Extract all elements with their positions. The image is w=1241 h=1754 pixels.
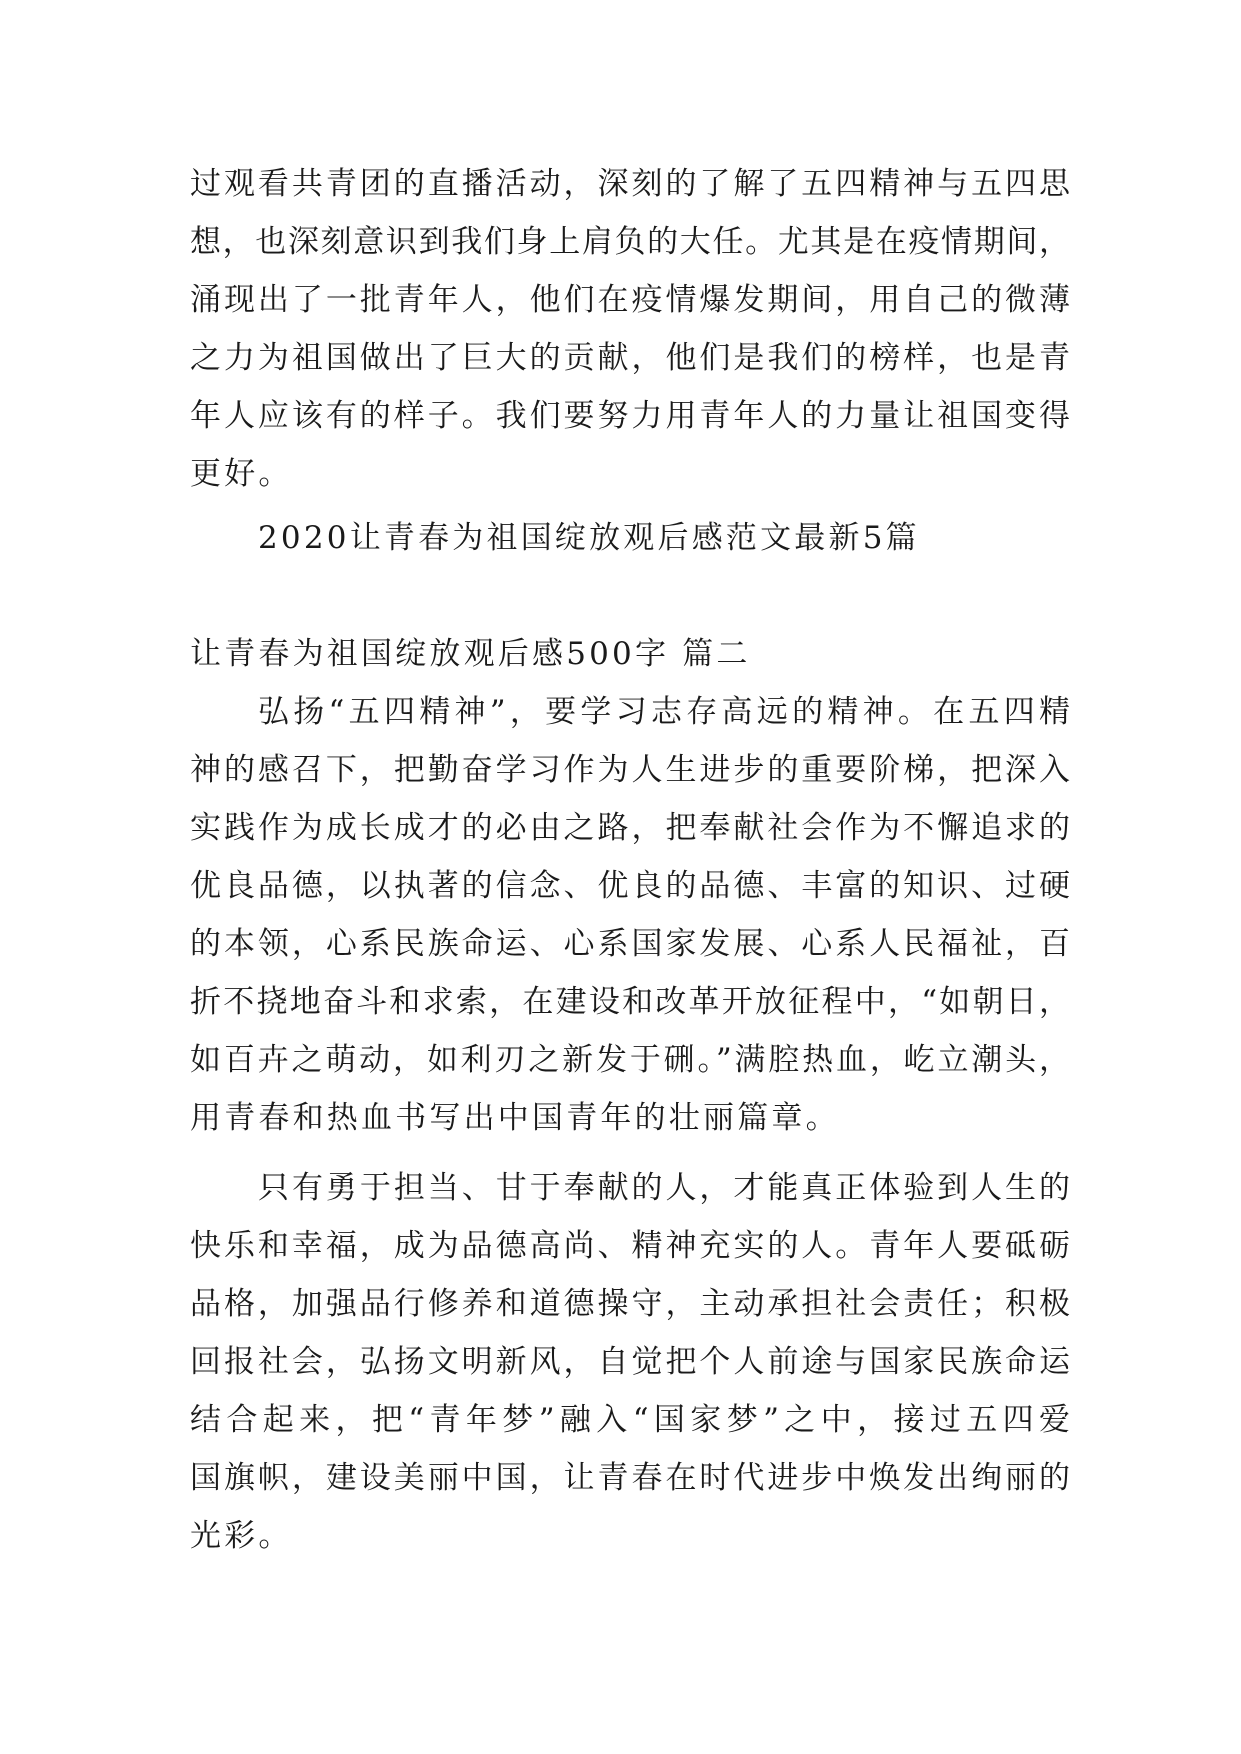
paragraph3-line: 国旗帜，建设美丽中国，让青春在时代进步中焕发出绚丽的 bbox=[190, 1460, 1070, 1496]
paragraph1-line: 想，也深刻意识到我们身上肩负的大任。尤其是在疫情期间， bbox=[190, 224, 1070, 260]
paragraph1-line: 之力为祖国做出了巨大的贡献，他们是我们的榜样，也是青 bbox=[190, 340, 1070, 376]
paragraph1-line: 涌现出了一批青年人，他们在疫情爆发期间，用自己的微薄 bbox=[190, 282, 1070, 318]
paragraph2-line: 的本领，心系民族命运、心系国家发展、心系人民福祉，百 bbox=[190, 926, 1070, 962]
paragraph3-line: 只有勇于担当、甘于奉献的人，才能真正体验到人生的 bbox=[258, 1170, 1070, 1206]
paragraph3-line: 快乐和幸福，成为品德高尚、精神充实的人。青年人要砥砺 bbox=[190, 1228, 1070, 1264]
paragraph2-line: 实践作为成长成才的必由之路，把奉献社会作为不懈追求的 bbox=[190, 810, 1070, 846]
paragraph1-line: 过观看共青团的直播活动，深刻的了解了五四精神与五四思 bbox=[190, 166, 1070, 202]
paragraph1-line: 更好。 bbox=[190, 456, 293, 492]
paragraph2-line: 折不挠地奋斗和求索，在建设和改革开放征程中，“如朝日， bbox=[190, 984, 1070, 1020]
paragraph1-line: 年人应该有的样子。我们要努力用青年人的力量让祖国变得 bbox=[190, 398, 1070, 434]
paragraph2-line: 如百卉之萌动，如利刃之新发于硎。”满腔热血，屹立潮头， bbox=[190, 1042, 1070, 1078]
paragraph2-line: 神的感召下，把勤奋学习作为人生进步的重要阶梯，把深入 bbox=[190, 752, 1070, 788]
paragraph2-line: 优良品德，以执著的信念、优良的品德、丰富的知识、过硬 bbox=[190, 868, 1070, 904]
paragraph2-line: 用青春和热血书写出中国青年的壮丽篇章。 bbox=[190, 1100, 840, 1136]
paragraph3-line: 回报社会，弘扬文明新风，自觉把个人前途与国家民族命运 bbox=[190, 1344, 1070, 1380]
section-heading: 让青春为祖国绽放观后感500字 篇二 bbox=[190, 636, 751, 672]
reference-title: 2020让青春为祖国绽放观后感范文最新5篇 bbox=[258, 520, 920, 556]
paragraph3-line: 结合起来，把“青年梦”融入“国家梦”之中，接过五四爱 bbox=[190, 1402, 1070, 1438]
paragraph3-line: 品格，加强品行修养和道德操守，主动承担社会责任；积极 bbox=[190, 1286, 1070, 1322]
paragraph2-line: 弘扬“五四精神”，要学习志存高远的精神。在五四精 bbox=[258, 694, 1070, 730]
paragraph3-line: 光彩。 bbox=[190, 1518, 293, 1554]
